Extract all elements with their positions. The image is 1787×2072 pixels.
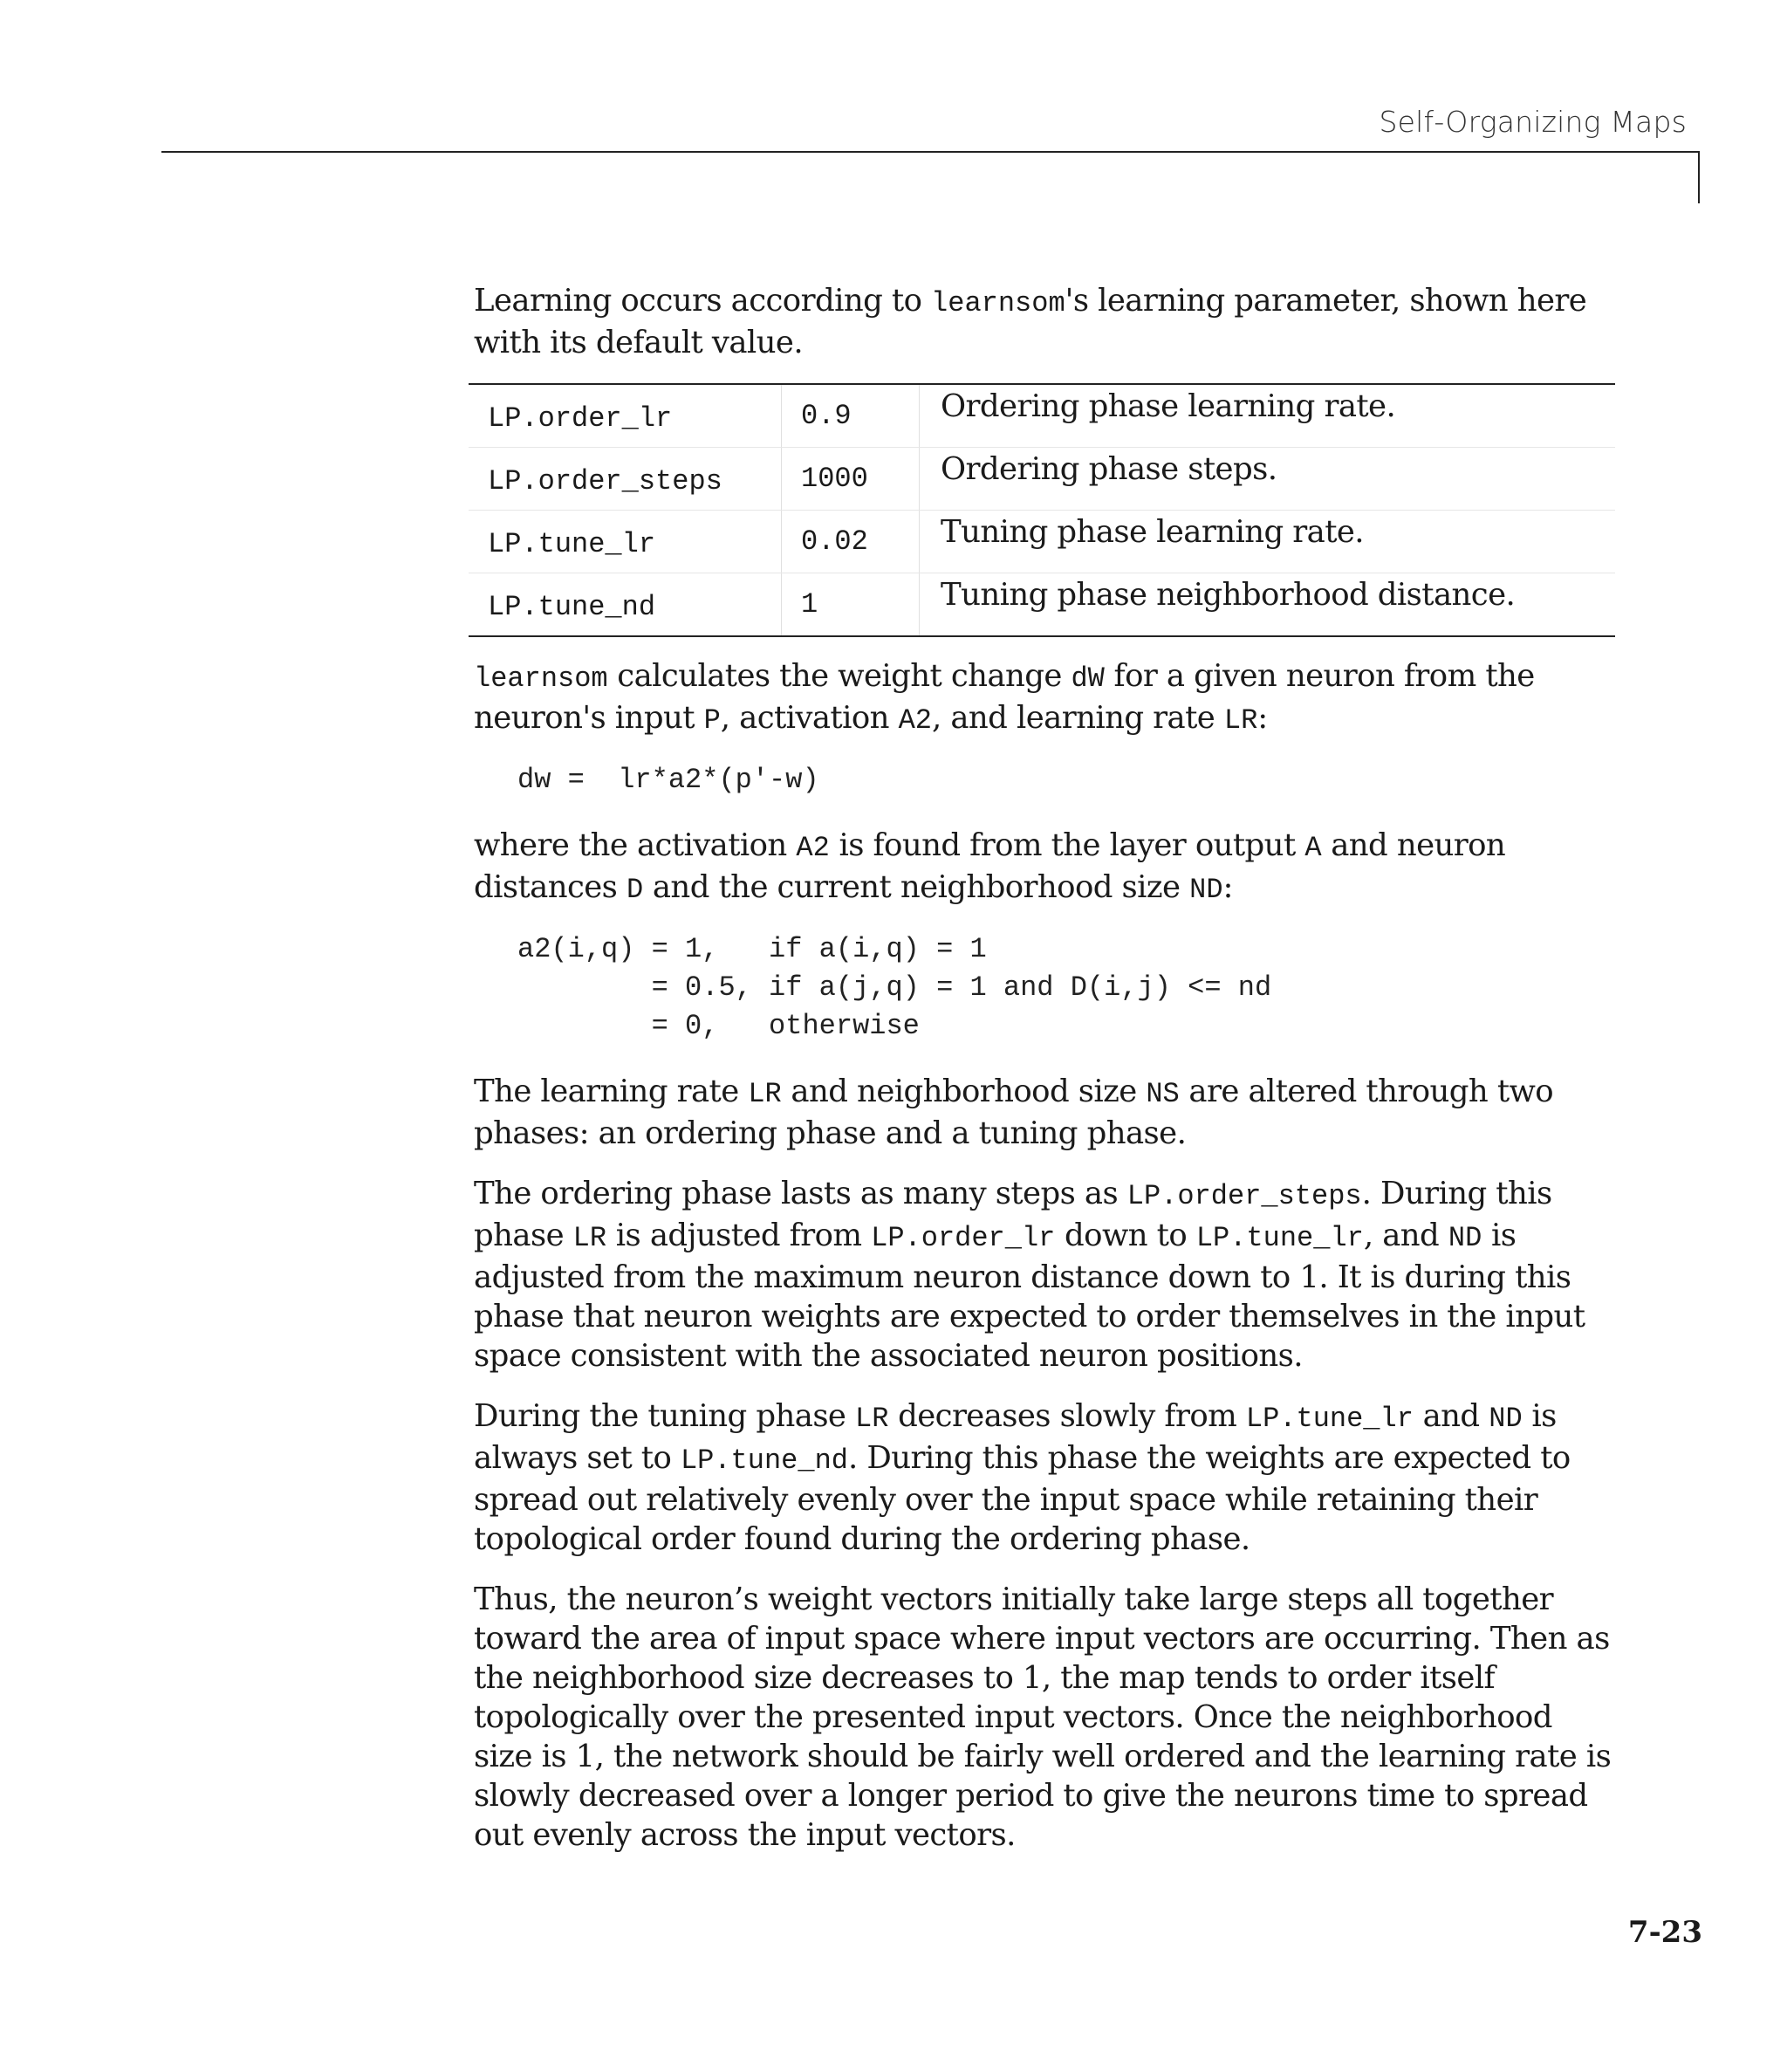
code-tune-lr: LP.tune_lr: [1245, 1403, 1414, 1435]
param-description: Ordering phase learning rate.: [920, 384, 1616, 448]
activation-text: is found from the layer output: [829, 827, 1305, 863]
ordering-text: , and: [1363, 1218, 1448, 1253]
code-nd: ND: [1489, 1403, 1523, 1435]
page-number: 7-23: [1627, 1915, 1702, 1950]
tuning-text: During the tuning phase: [474, 1398, 856, 1434]
code-a: A: [1304, 832, 1322, 864]
calc-text: , activation: [720, 700, 899, 736]
header-rule: [161, 151, 1700, 153]
ordering-text: . During this phase: [474, 1176, 1552, 1253]
weight-change-formula: dw = lr*a2*(p'-w): [517, 764, 819, 796]
running-title: Self-Organizing Maps: [1379, 105, 1687, 139]
table-row: [469, 511, 1615, 573]
param-name: LP.order_lr: [469, 384, 782, 448]
param-description: Tuning phase learning rate.: [920, 511, 1616, 573]
code-order-lr: LP.order_lr: [871, 1222, 1056, 1254]
param-value: 0.9: [782, 384, 920, 448]
thus-paragraph: Thus, the neuron’s weight vectors initially take large steps all together toward the area of input space where input vectors are occurring. Then as the neighborhood size decreases to 1, the map tends to order itself topologically over the presented input vectors. Once the neighborhood size is 1, the network should be fairly well ordered and the learning rate is slowly decreased over a longer period to give the neurons time to spread out evenly across the input vectors.: [474, 1581, 1612, 1853]
ordering-paragraph: [474, 1174, 1617, 1376]
code-tune-lr: LP.tune_lr: [1195, 1222, 1364, 1254]
code-order-steps: LP.order_steps: [1126, 1180, 1362, 1212]
param-name: LP.order_steps: [469, 448, 782, 511]
intro-text: Learning occurs according to: [474, 283, 932, 319]
code-ns: NS: [1146, 1078, 1180, 1110]
code-lr: LR: [572, 1222, 607, 1254]
tuning-text: is always set to: [474, 1398, 1557, 1476]
tuning-text: and: [1413, 1398, 1489, 1434]
tuning-text: . During this phase the weights are expected to spread out relatively evenly over the input space while retaining their topological order found during the ordering phase.: [474, 1440, 1571, 1557]
phases-paragraph: [474, 1072, 1617, 1153]
calc-text: , and learning rate: [931, 700, 1224, 736]
code-learnsom: learnsom: [931, 287, 1065, 319]
param-name: LP.tune_nd: [469, 573, 782, 637]
tuning-paragraph: [474, 1396, 1617, 1559]
calc-text: :: [1257, 700, 1268, 736]
activation-paragraph: [474, 826, 1617, 909]
intro-text: 's learning parameter, shown here with its default value.: [474, 283, 1587, 360]
param-value: 0.02: [782, 511, 920, 573]
param-description: Ordering phase steps.: [920, 448, 1616, 511]
code-nd: ND: [1189, 874, 1223, 906]
activation-text: and the current neighborhood size: [643, 869, 1190, 905]
table-row: [469, 573, 1615, 637]
param-value: 1: [782, 573, 920, 637]
ordering-text: down to: [1055, 1218, 1196, 1253]
code-d: D: [626, 874, 644, 906]
parameter-table: [469, 383, 1615, 637]
code-p: P: [703, 704, 721, 737]
calc-text: calculates the weight change: [607, 658, 1072, 694]
activation-text: :: [1222, 869, 1233, 905]
code-learnsom: learnsom: [474, 662, 608, 695]
activation-formula: a2(i,q) = 1, if a(i,q) = 1 = 0.5, if a(j,q) = 1 and D(i,j) <= nd = 0, otherwise: [517, 933, 1272, 1042]
phases-text: The learning rate: [474, 1074, 749, 1109]
param-value: 1000: [782, 448, 920, 511]
code-a2: A2: [796, 832, 830, 864]
calc-paragraph: [474, 656, 1617, 740]
param-description: Tuning phase neighborhood distance.: [941, 577, 1516, 613]
code-lr: LR: [748, 1078, 782, 1110]
code-lr: LR: [855, 1403, 889, 1435]
code-lr: LR: [1223, 704, 1258, 737]
header-rule-tick: [1698, 151, 1700, 203]
code-a2: A2: [898, 704, 932, 737]
code-tune-nd: LP.tune_nd: [680, 1444, 848, 1477]
tuning-text: decreases slowly from: [888, 1398, 1246, 1434]
table-row: [469, 384, 1615, 448]
intro-paragraph: [474, 281, 1617, 362]
page-content: [474, 281, 1617, 1876]
phases-text: are altered through two phases: an ordering phase and a tuning phase.: [474, 1074, 1554, 1151]
ordering-text: is adjusted from the maximum neuron distance down to 1. It is during this phase that neuron weights are expected to order themselves in the input space consistent with the associated neuron positions.: [474, 1218, 1585, 1374]
activation-text: where the activation: [474, 827, 797, 863]
activation-text: and neuron distances: [474, 827, 1506, 905]
ordering-text: The ordering phase lasts as many steps as: [474, 1176, 1127, 1211]
calc-text: for a given neuron from the neuron's input: [474, 658, 1535, 736]
param-name: LP.tune_lr: [469, 511, 782, 573]
ordering-text: is adjusted from: [606, 1218, 872, 1253]
code-dw: dW: [1071, 662, 1105, 695]
table-row: [469, 448, 1615, 511]
code-nd: ND: [1448, 1222, 1482, 1254]
phases-text: and neighborhood size: [781, 1074, 1147, 1109]
